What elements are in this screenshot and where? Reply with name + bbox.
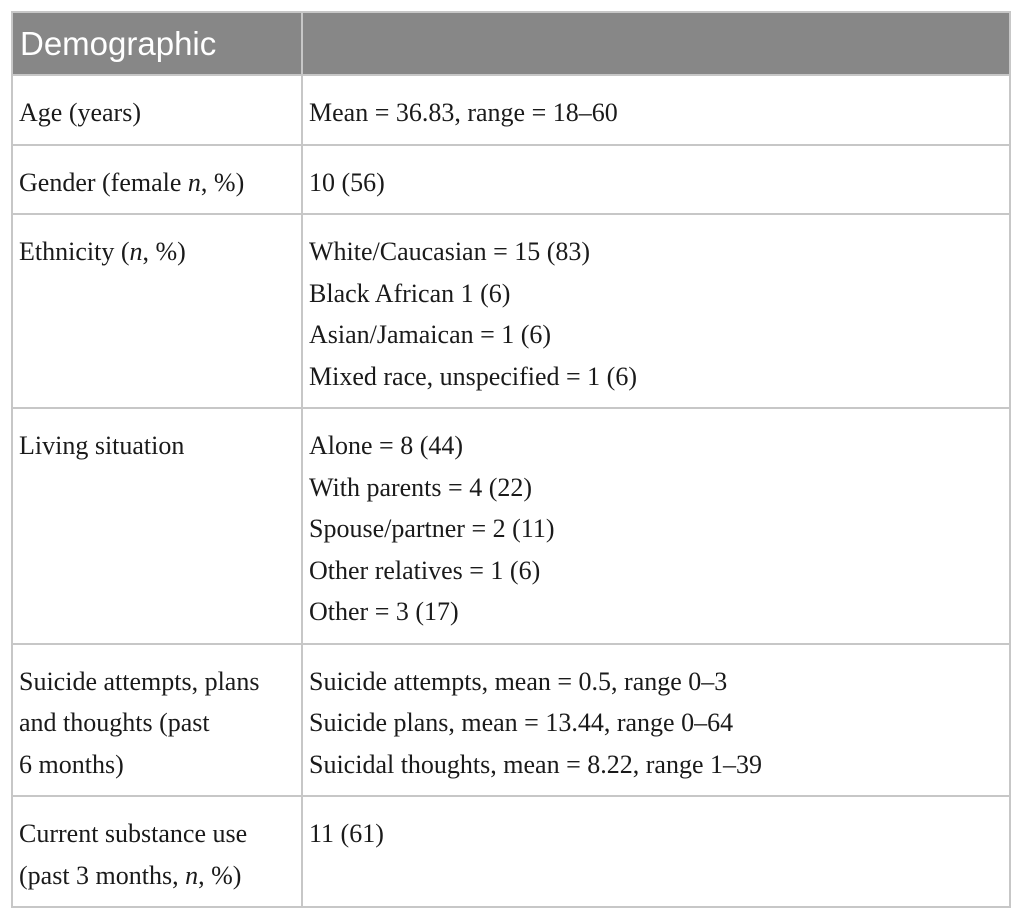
table-row-substance-use xyxy=(12,796,1010,907)
row-value-line: Other = 3 (17) xyxy=(309,597,459,626)
table-row-ethnicity xyxy=(12,214,1010,408)
row-value-line: 11 (61) xyxy=(309,819,384,848)
row-label-line: Suicide attempts, plans xyxy=(19,666,260,696)
row-value-line: Alone = 8 (44) xyxy=(309,431,464,460)
label-text: (past 3 months, xyxy=(19,860,186,890)
label-text: , %) xyxy=(200,167,245,197)
table-row-gender xyxy=(12,145,1010,215)
row-label-line: Current substance use xyxy=(19,819,248,848)
label-italic: n xyxy=(185,860,199,890)
row-value-line: Other relatives = 1 (6) xyxy=(309,555,541,585)
row-label xyxy=(12,75,302,145)
row-label xyxy=(12,644,302,797)
header-row xyxy=(12,12,1010,75)
row-value xyxy=(302,796,1010,907)
row-label-line: Living situation xyxy=(19,431,185,460)
row-label-line xyxy=(19,231,295,273)
row-value xyxy=(302,75,1010,145)
row-label xyxy=(12,145,302,215)
row-value-line: 10 (56) xyxy=(309,167,385,197)
label-text: , %) xyxy=(142,237,186,266)
row-label xyxy=(12,796,302,907)
row-value xyxy=(302,408,1010,644)
header-demographic: Demographic xyxy=(12,12,302,75)
row-label-line xyxy=(19,162,295,204)
row-value xyxy=(302,644,1010,797)
table-row-living-situation xyxy=(12,408,1010,644)
row-label xyxy=(12,214,302,408)
row-value-line: Mean = 36.83, range = 18–60 xyxy=(309,98,618,127)
row-value-line: Mixed race, unspecified = 1 (6) xyxy=(309,361,637,391)
row-label-line: 6 months) xyxy=(19,749,124,779)
row-value-line: Suicide attempts, mean = 0.5, range 0–3 xyxy=(309,666,728,696)
row-value-line: With parents = 4 (22) xyxy=(309,472,533,502)
row-value-line: White/Caucasian = 15 (83) xyxy=(309,237,591,266)
label-text: Gender (female xyxy=(19,167,188,197)
label-italic: n xyxy=(129,237,143,266)
label-text: Ethnicity ( xyxy=(19,237,130,266)
row-label-line: Age (years) xyxy=(19,98,141,127)
table-row-suicide xyxy=(12,644,1010,797)
label-text: , %) xyxy=(198,860,242,890)
header-values xyxy=(302,12,1010,75)
row-value-line: Suicidal thoughts, mean = 8.22, range 1–39 xyxy=(309,749,762,779)
row-value-line: Suicide plans, mean = 13.44, range 0–64 xyxy=(309,708,734,737)
row-value-line: Black African 1 (6) xyxy=(309,278,511,308)
demographics-table xyxy=(11,11,1011,908)
row-label-line xyxy=(19,855,295,897)
row-value xyxy=(302,145,1010,215)
row-label-line: and thoughts (past xyxy=(19,708,210,737)
row-value-line: Spouse/partner = 2 (11) xyxy=(309,514,555,543)
table-row-age xyxy=(12,75,1010,145)
row-value xyxy=(302,214,1010,408)
label-italic: n xyxy=(187,167,201,197)
row-label xyxy=(12,408,302,644)
row-value-line: Asian/Jamaican = 1 (6) xyxy=(309,320,552,349)
